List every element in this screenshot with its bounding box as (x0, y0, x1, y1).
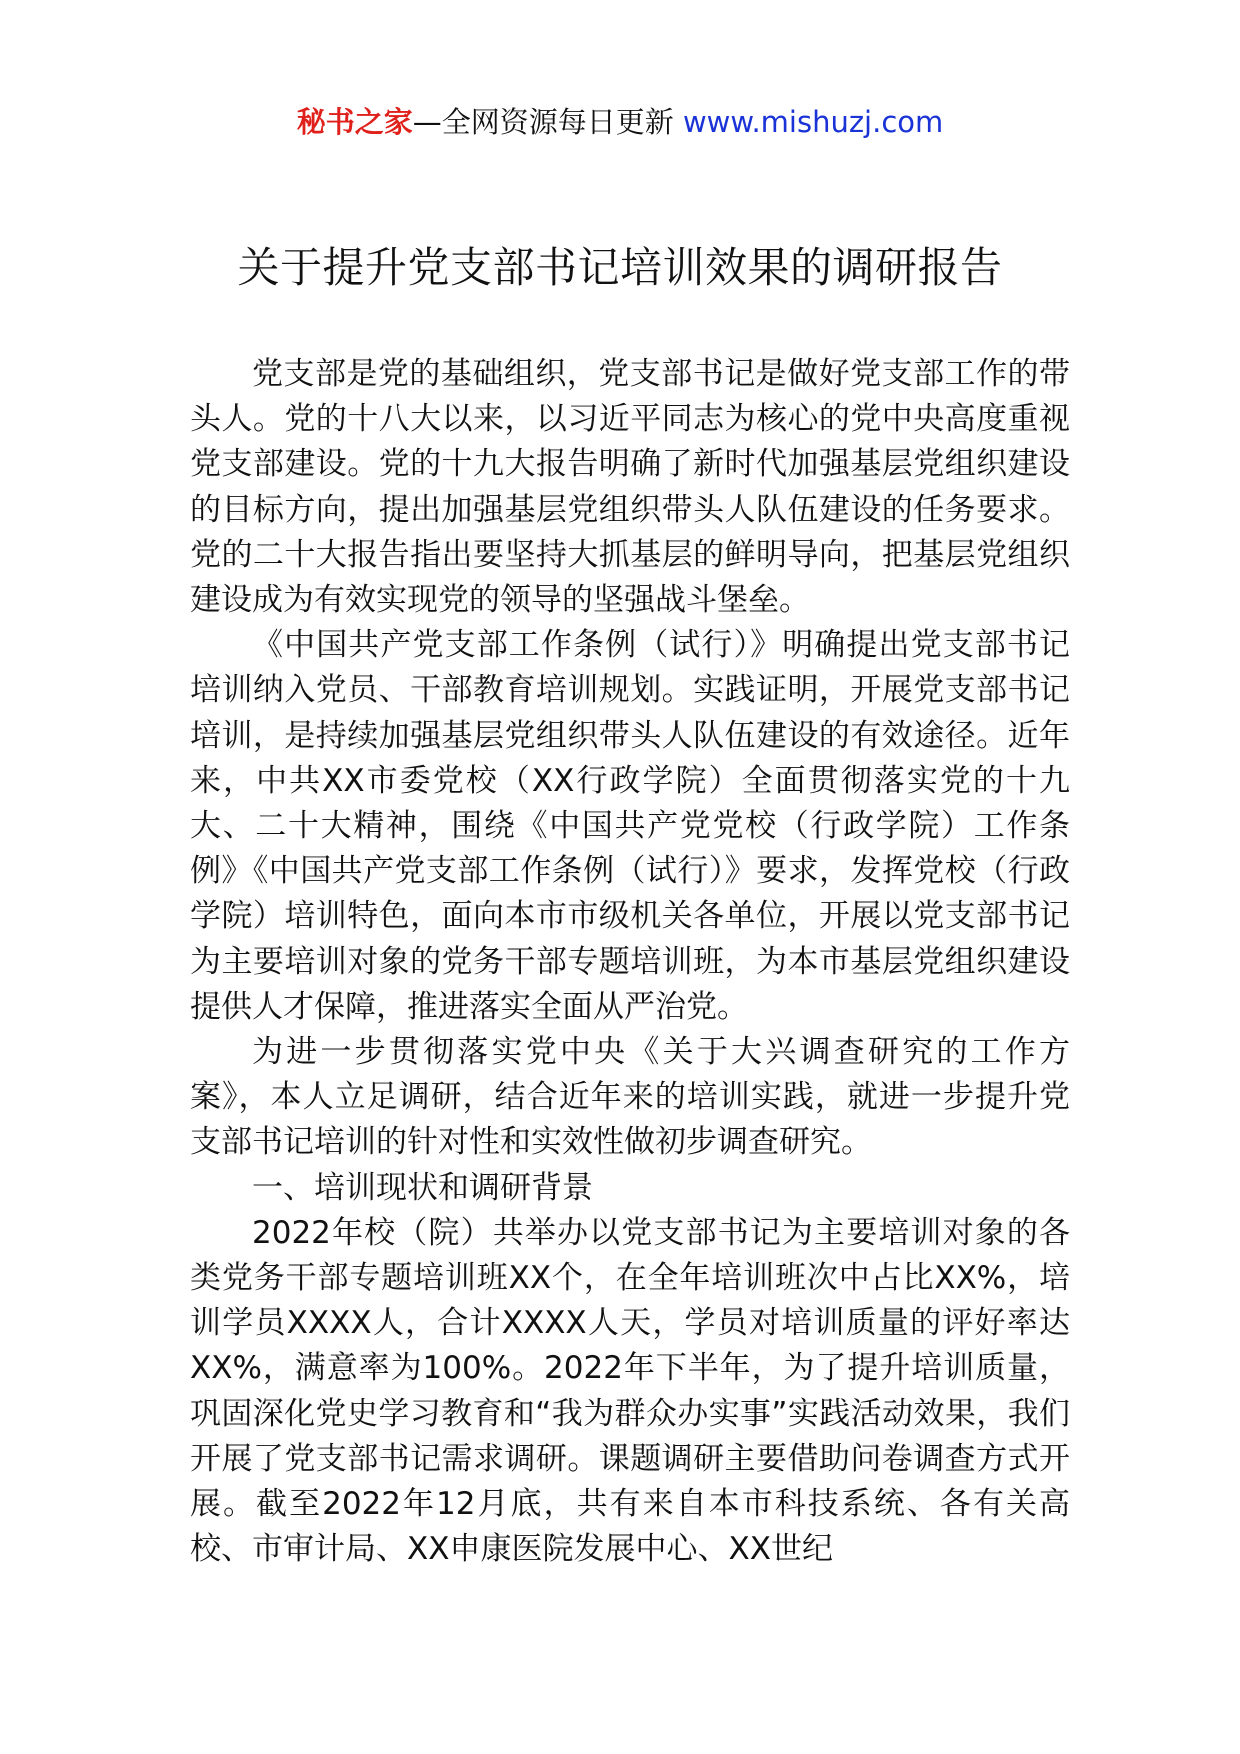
paragraph-regulation: 《中国共产党支部工作条例（试行）》明确提出党支部书记培训纳入党员、干部教育培训规划。实践证明，开展党支部书记培训，是持续加强基层党组织带头人队伍建设的有效途径。近年来，中共XX市委党校（XX行政学院）全面贯彻落实党的十九大、二十大精神，围绕《中国共产党党校（行政学院）工作条例》《中国共产党支部工作条例（试行）》要求，发挥党校（行政学院）培训特色，面向本市市级机关各单位，开展以党支部书记为主要培训对象的党务干部专题培训班，为本市基层党组织建设提供人才保障，推进落实全面从严治党。 (190, 627, 1070, 1025)
site-header (0, 100, 1240, 144)
paragraph-purpose: 为进一步贯彻落实党中央《关于大兴调查研究的工作方案》，本人立足调研，结合近年来的培训实践，就进一步提升党支部书记培训的针对性和实效性做初步调查研究。 (190, 1034, 1070, 1161)
section-heading: 一、培训现状和调研背景 (252, 1169, 593, 1206)
document-title: 关于提升党支部书记培训效果的调研报告 (237, 243, 1003, 292)
brand-name: 秘书之家 (296, 105, 413, 139)
header-slogan: —全网资源每日更新 (412, 105, 674, 139)
paragraph-intro: 党支部是党的基础组织，党支部书记是做好党支部工作的带头人。党的十八大以来，以习近平同志为核心的党中央高度重视党支部建设。党的十九大报告明确了新时代加强基层党组织建设的目标方向，提出加强基层党组织带头人队伍建设的任务要求。党的二十大报告指出要坚持大抓基层的鲜明导向，把基层党组织建设成为有效实现党的领导的坚强战斗堡垒。 (190, 356, 1070, 619)
site-url-link[interactable]: www.mishuzj.com (682, 105, 944, 139)
paragraph-status: 2022年校（院）共举办以党支部书记为主要培训对象的各类党务干部专题培训班XX个，在全年培训班次中占比XX%，培训学员XXXX人，合计XXXX人天，学员对培训质量的评好率达XX%，满意率为100%。2022年下半年，为了提升培训质量，巩固深化党史学习教育和“我为群众办实事”实践活动效果，我们开展了党支部书记需求调研。课题调研主要借助问卷调查方式开展。截至2022年12月底，共有来自本市科技系统、各有关高校、市审计局、XX申康医院发展中心、XX世纪 (190, 1214, 1070, 1568)
document-body (190, 352, 1070, 1572)
